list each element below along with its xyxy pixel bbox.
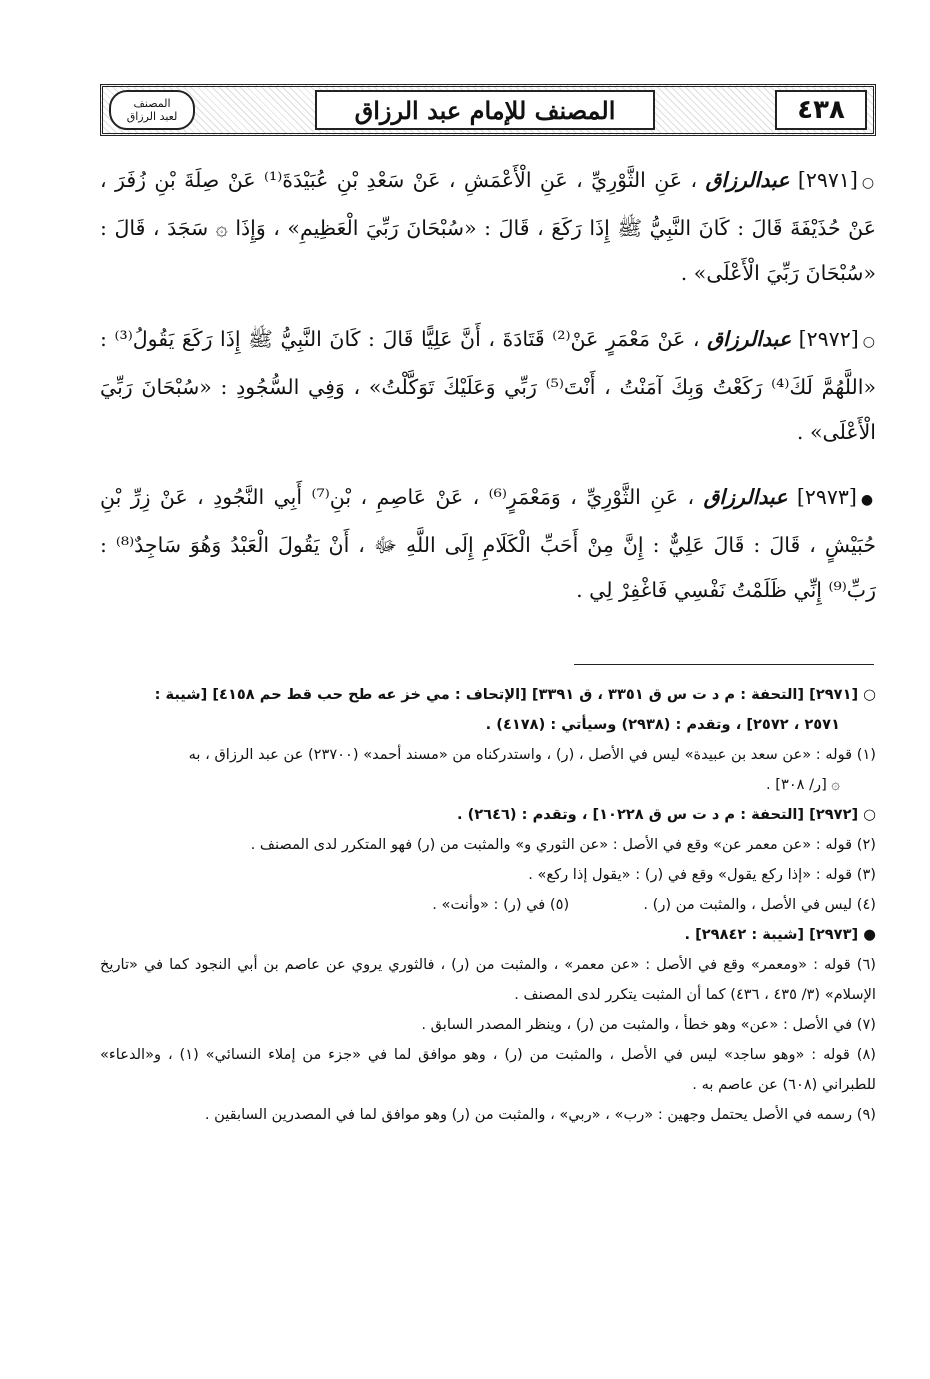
footnote: (٣) قوله : «إذا ركع يقول» وقع في (ر) : «يقول إذا ركع» .: [528, 866, 876, 883]
footnote-ref: ○ [٢٩٧١] [التحفة : م د ت س ق ٣٣٥١ ، ق ٣٣٩١] [الإتحاف : مي خز عه طح حب قط حم ٤١٥٨] [شيبة :: [154, 686, 876, 703]
footnote: (٦) قوله : «ومعمر» وقع في الأصل : «عن معمر» ، والمثبت من (ر) ، فالثوري يروي عن عاصم بن أبي النجود كما في «تاريخ الإسلام» (٣/ ٤٣٥ ، ٤٣٦) كما أن المثبت يتكرر لدى المصنف .: [100, 956, 876, 1003]
main-text: [100, 158, 876, 630]
book-logo: [109, 90, 195, 130]
footnote: [100, 710, 876, 740]
entry-text: ، عَنْ مَعْمَرٍ عَنْ⁽²⁾ قَتَادَةَ ، أَنَّ عَلِيًّا قَالَ : كَانَ النَّبِيُّ ﷺ إِذَا رَكَعَ يَقُولُ⁽³⁾ : «اللَّهُمَّ لَكَ⁽⁴⁾ رَكَعْتُ وَبِكَ آمَنْتُ ، أَنْتَ⁽⁵⁾ رَبِّي وَعَلَيْكَ تَوَكَّلْتُ» ، وَفِي السُّجُودِ : «سُبْحَانَ رَبِّيَ الْأَعْلَى» .: [100, 326, 877, 444]
entry-bullet: ○: [861, 175, 876, 191]
entry-number: [٢٩٧٣]: [796, 485, 857, 509]
entry-author: عبدالرزاق: [707, 326, 792, 351]
entry-text: ، عَنِ الثَّوْرِيِّ ، وَمَعْمَرٍ⁽⁶⁾ ، عَنْ عَاصِمِ ، بْنِ⁽⁷⁾ أَبِي النَّجُودِ ، عَنْ زِرِّ بْنِ حُبَيْشٍ ، قَالَ : قَالَ عَلِيٌّ : إِنَّ مِنْ أَحَبِّ الْكَلَامِ إِلَى اللَّهِ ﷻ ، أَنْ يَقُولَ الْعَبْدُ وَهُوَ سَاجِدٌ⁽⁸⁾ : رَبِّ⁽⁹⁾ إِنِّي ظَلَمْتُ نَفْسِي فَاغْفِرْ لِي .: [100, 485, 876, 602]
footnote-ref: ○ [٢٩٧٢] [التحفة : م د ت س ق ١٠٢٢٨] ، وتقدم : (٢٦٤٦) .: [456, 806, 876, 823]
logo-line-1: المصنف: [133, 97, 171, 110]
entry-bullet: ●: [860, 492, 876, 508]
entry-bullet: ○: [862, 333, 876, 350]
entry-author: عبدالرزاق: [703, 485, 788, 509]
header-ornament-left: [195, 87, 315, 133]
footnote: [100, 680, 876, 710]
entry-text: ، عَنِ الثَّوْرِيِّ ، عَنِ الْأَعْمَشِ ، عَنْ سَعْدِ بْنِ عُبَيْدَةَ⁽¹⁾ عَنْ صِلَةَ بْنِ زُفَرَ ، عَنْ حُذَيْفَةَ قَالَ : كَانَ النَّبِيُّ ﷺ إِذَا رَكَعَ ، قَالَ : «سُبْحَانَ رَبِّيَ الْعَظِيمِ» ، وَإِذَا ۞ سَجَدَ ، قَالَ : «سُبْحَانَ رَبِّيَ الْأَعْلَى» .: [100, 168, 876, 285]
hadith-entry: [100, 475, 876, 613]
page-number: ٤٣٨: [775, 90, 867, 130]
footnote: [100, 920, 876, 950]
hadith-entry: [100, 317, 876, 455]
footnote: (٤) ليس في الأصل ، والمثبت من (ر) . (٥) في (ر) : «وأنت» .: [432, 896, 876, 913]
footnotes: [100, 680, 876, 1130]
footnote: (٧) في الأصل : «عن» وهو خطأ ، والمثبت من (ر) ، وينظر المصدر السابق .: [421, 1016, 876, 1033]
header-ornament-right: [655, 87, 775, 133]
hadith-entry: [100, 158, 876, 296]
footnote-separator: [574, 664, 874, 665]
footnote: ۞ [ر/ ٣٠٨] .: [766, 776, 840, 793]
footnote: (٩) رسمه في الأصل يحتمل وجهين : «رب» ، «ربي» ، والمثبت من (ر) وهو موافق لما في المصدرين السابقين .: [204, 1106, 876, 1123]
entry-author: عبدالرزاق: [705, 168, 790, 192]
footnote-ref: ● [٢٩٧٣] [شيبة : ٢٩٨٤٢] .: [684, 926, 876, 943]
book-title: المصنف للإمام عبد الرزاق: [315, 90, 655, 130]
footnote-ref-cont: ٢٥٧١ ، ٢٥٧٢] ، وتقدم : (٢٩٣٨) وسيأتي : (٤١٧٨) .: [485, 716, 840, 733]
footnote: (١) قوله : «عن سعد بن عبيدة» ليس في الأصل ، (ر) ، واستدركناه من «مسند أحمد» (٢٣٧٠٠) عن عبد الرزاق ، به: [188, 746, 876, 763]
logo-line-2: لعبد الرزاق: [126, 110, 178, 123]
entry-number: [٢٩٧١]: [797, 168, 858, 192]
footnote: (٨) قوله : «وهو ساجد» ليس في الأصل ، والمثبت من (ر) ، وهو موافق لما في «جزء من إملاء النسائي» (١) ، و«الدعاء» للطبراني (٦٠٨) عن عاصم به .: [100, 1046, 876, 1093]
page-header: [100, 84, 876, 136]
entry-number: [٢٩٧٢]: [798, 326, 859, 351]
footnote: (٢) قوله : «عن معمر عن» وقع في الأصل : «عن الثوري و» والمثبت من (ر) فهو المتكرر لدى المصنف .: [250, 836, 876, 853]
footnote: [100, 800, 876, 830]
